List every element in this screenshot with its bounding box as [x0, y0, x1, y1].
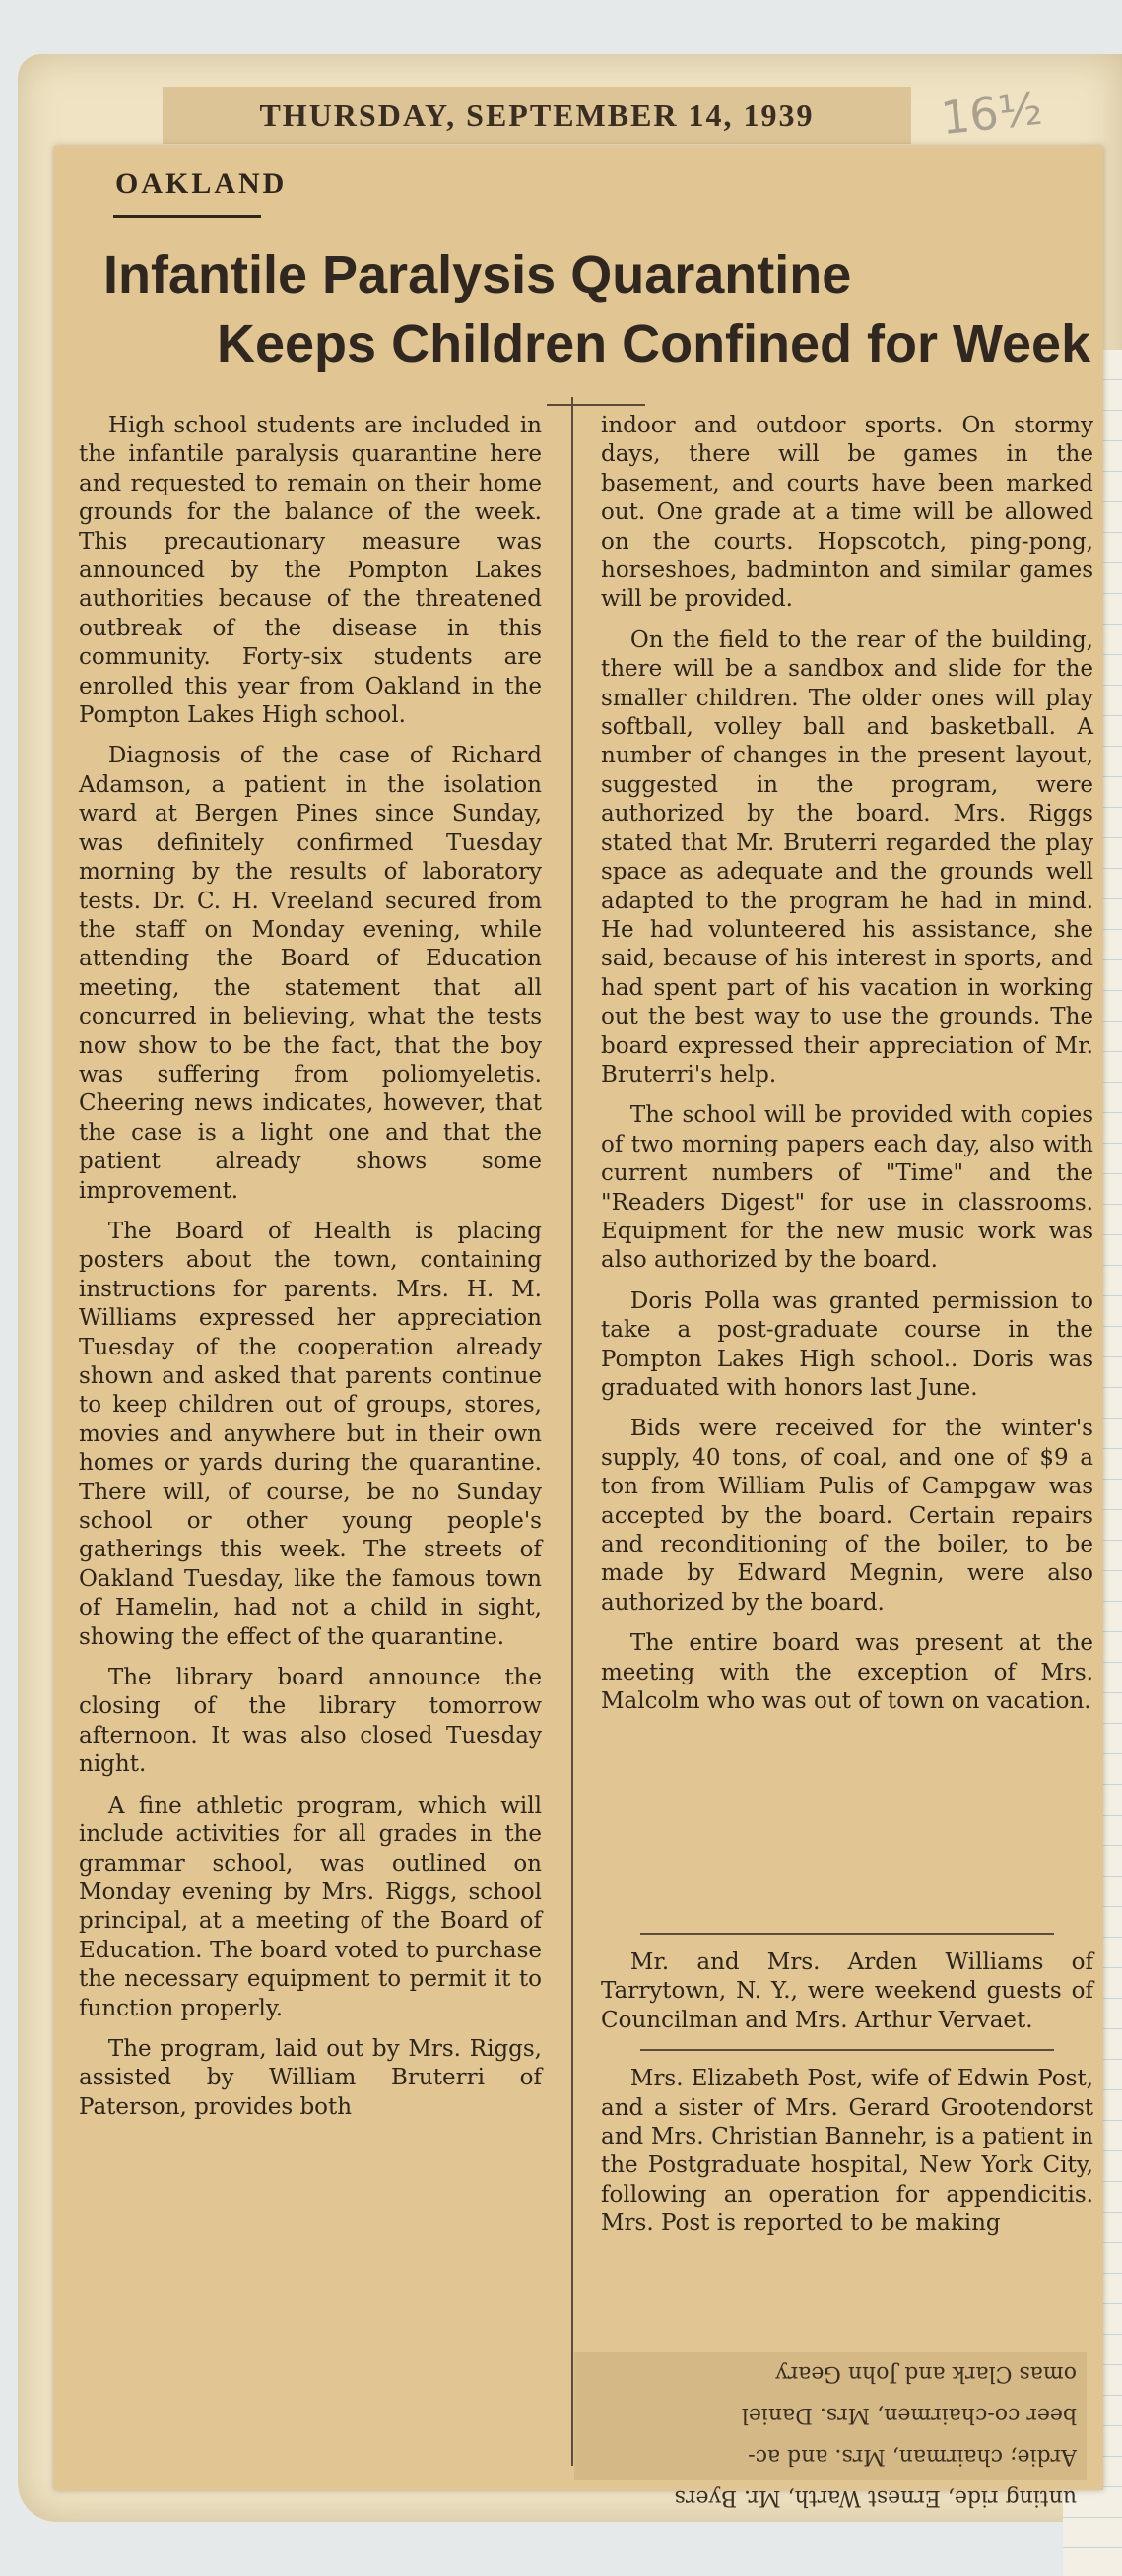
paragraph: Mr. and Mrs. Arden Williams of Tarrytown, N. Y., were weekend guests of Councilman and Mrs. Arthur Vervaet.: [601, 1949, 1093, 2033]
paragraph: indoor and outdoor sports. On stormy days, there will be games in the basement, and courts have been marked out. One grade at a time will be allowed on the courts. Hopscotch, ping-pong, horseshoes, badminton and similar games will be provided.: [601, 413, 1093, 613]
right-column: [601, 412, 1093, 1716]
headline-line-1: Infantile Paralysis Quarantine: [103, 245, 852, 304]
item-separator: [640, 2049, 1054, 2051]
section-label: OAKLAND: [115, 167, 288, 200]
right-column-lower: [601, 1919, 1093, 2239]
headline-line-2: Keeps Children Confined for Week: [217, 314, 1091, 373]
paragraph: The Board of Health is placing posters about the town, containing instructions for parents. Mrs. H. M. Williams expressed her appreciation Tuesday of the cooperation already shown and asked that parents continue to keep children out of groups, stores, movies and anywhere but in their own homes or yards during the quarantine. There will, of course, be no Sunday school or other young people's gatherings this week. The streets of Oakland Tuesday, like the famous town of Hamelin, had not a child in sight, showing the effect of the quarantine.: [79, 1218, 542, 1650]
paragraph: The program, laid out by Mrs. Riggs, assisted by William Bruterri of Paterson, provides both: [79, 2035, 542, 2120]
section-rule: [113, 215, 261, 218]
headline-rule: [547, 404, 645, 406]
column-rule: [571, 397, 573, 2466]
left-column: [79, 412, 542, 2122]
paragraph: Bids were received for the winter's supply, 40 tons, of coal, and one of $9 a ton from William Pulis of Campgaw was accepted by the board. Certain repairs and reconditioning of the boiler, to be made by Edward Megnin, were also authorized by the board.: [601, 1416, 1093, 1616]
flipped-line: beer co-chairmen, Mrs. Daniel: [741, 2403, 1077, 2427]
flipped-line: Ardie; chairman, Mrs. and ac-: [748, 2444, 1077, 2469]
paragraph: The entire board was present at the meeting with the exception of Mrs. Malcolm who was out of town on vacation.: [601, 1630, 1093, 1715]
paragraph: On the field to the rear of the building, there will be a sandbox and slide for the smaller children. The older ones will play softball, volley ball and basketball. A number of changes in the present layout, suggested in the program, were authorized by the board. Mrs. Riggs stated that Mr. Bruterri regarded the play space as adequate and the grounds well adapted to the program he had in mind. He had volunteered his assistance, she said, because of his interest in sports, and had spent part of his vacation in working out the best way to use the grounds. The board expressed their appreciation of Mr. Bruterri's help.: [601, 627, 1093, 1088]
flipped-clipping-fragment: [574, 2352, 1087, 2510]
paragraph: Mrs. Elizabeth Post, wife of Edwin Post, and a sister of Mrs. Gerard Grootendorst and Mrs. Christian Bannehr, is a patient in the Postgraduate hospital, New York City, following an operation for appendicitis. Mrs. Post is reported to be making: [601, 2066, 1093, 2237]
paragraph: Doris Polla was granted permission to take a post-graduate course in the Pompton Lakes High school.. Doris was graduated with honors last June.: [601, 1288, 1093, 1401]
paragraph: A fine athletic program, which will include activities for all grades in the grammar school, was outlined on Monday evening by Mrs. Riggs, school principal, at a meeting of the Board of Education. The board voted to purchase the necessary equipment to permit it to function properly.: [79, 1792, 542, 2021]
dateline: THURSDAY, SEPTEMBER 14, 1939: [163, 87, 911, 144]
paragraph: Diagnosis of the case of Richard Adamson, a patient in the isolation ward at Bergen Pines since Sunday, was definitely confirmed Tuesday morning by the results of laboratory tests. Dr. C. H. Vreeland secured from the staff on Monday evening, while attending the Board of Education meeting, the statement that all concurred in believing, what the tests now show to be the fact, that the boy was suffering from poliomyeletis. Cheering news indicates, however, that the case is a light one and that the patient already shows some improvement.: [79, 743, 542, 1204]
pencil-note: 16½: [938, 81, 1045, 146]
paragraph: The library board announce the closing of the library tomorrow afternoon. It was also closed Tuesday night.: [79, 1665, 542, 1778]
flipped-line: omas Clark and John Geary: [775, 2361, 1077, 2386]
flipped-line: unting ride, Ernest Warth, Mr. Byers: [674, 2485, 1077, 2510]
paragraph: The school will be provided with copies of two morning papers each day, also with current numbers of "Time" and the "Readers Digest" for use in classrooms. Equipment for the new music work was also authorized by the board.: [601, 1102, 1093, 1274]
paragraph: High school students are included in the infantile paralysis quarantine here and requested to remain on their home grounds for the balance of the week. This precautionary measure was announced by the Pompton Lakes authorities because of the threatened outbreak of the disease in this community. Forty-six students are enrolled this year from Oakland in the Pompton Lakes High school.: [79, 413, 542, 729]
item-separator: [640, 1933, 1054, 1935]
newspaper-clipping: [54, 146, 1103, 2510]
